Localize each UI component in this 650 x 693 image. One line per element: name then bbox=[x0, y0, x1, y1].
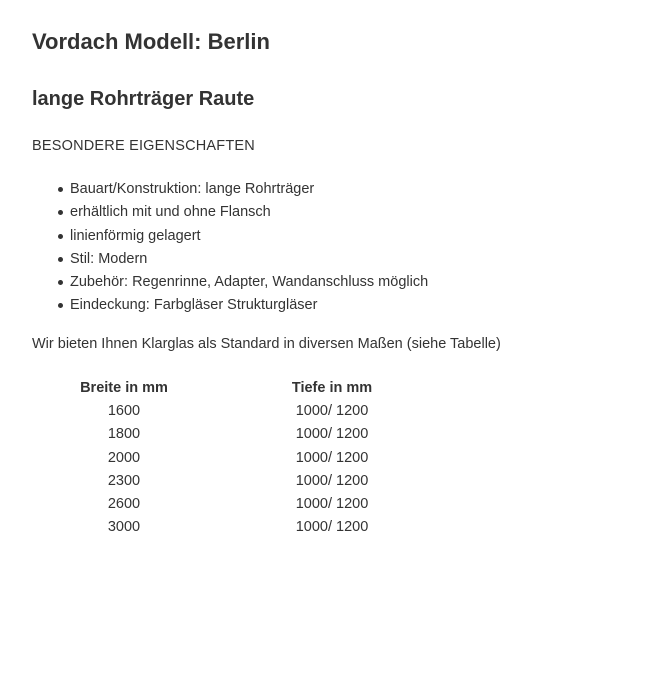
feature-text: erhältlich mit und ohne Flansch bbox=[70, 204, 271, 221]
feature-text: Eindeckung: Farbgläser Strukturgläser bbox=[70, 297, 318, 314]
cell-depth: 1000/ 1200 bbox=[295, 402, 369, 419]
table-row bbox=[32, 516, 448, 539]
feature-item bbox=[32, 226, 428, 249]
feature-item bbox=[32, 295, 428, 318]
cell-depth: 1000/ 1200 bbox=[295, 449, 369, 466]
table-row bbox=[32, 399, 448, 422]
cell-width: 2600 bbox=[107, 496, 141, 513]
table-row bbox=[32, 423, 448, 446]
page-subtitle: lange Rohrträger Raute bbox=[32, 88, 255, 110]
feature-item bbox=[32, 179, 428, 202]
feature-text: Zubehör: Regenrinne, Adapter, Wandanschluss möglich bbox=[70, 274, 429, 291]
header-depth: Tiefe in mm bbox=[291, 379, 373, 396]
intro-text: Wir bieten Ihnen Klarglas als Standard in diversen Maßen (siehe Tabelle) bbox=[32, 336, 501, 352]
sizes-table bbox=[32, 376, 448, 539]
bullet-icon bbox=[58, 280, 63, 285]
features-heading: BESONDERE EIGENSCHAFTEN bbox=[32, 138, 255, 154]
feature-text: linienförmig gelagert bbox=[70, 227, 201, 244]
bullet-icon bbox=[58, 234, 63, 239]
cell-width: 1800 bbox=[107, 426, 141, 443]
bullet-icon bbox=[58, 303, 63, 308]
page-title: Vordach Modell: Berlin bbox=[32, 29, 270, 54]
feature-item bbox=[32, 272, 428, 295]
cell-width: 2300 bbox=[107, 472, 141, 489]
cell-width: 1600 bbox=[107, 402, 141, 419]
cell-depth: 1000/ 1200 bbox=[295, 496, 369, 513]
bullet-icon bbox=[58, 257, 63, 262]
table-row bbox=[32, 469, 448, 492]
cell-depth: 1000/ 1200 bbox=[295, 472, 369, 489]
bullet-icon bbox=[58, 187, 63, 192]
cell-depth: 1000/ 1200 bbox=[295, 519, 369, 536]
feature-item bbox=[32, 202, 428, 225]
table-row bbox=[32, 492, 448, 515]
bullet-icon bbox=[58, 210, 63, 215]
header-width: Breite in mm bbox=[80, 379, 168, 396]
feature-text: Stil: Modern bbox=[70, 250, 148, 267]
cell-depth: 1000/ 1200 bbox=[295, 426, 369, 443]
feature-item bbox=[32, 249, 428, 272]
feature-text: Bauart/Konstruktion: lange Rohrträger bbox=[70, 181, 315, 197]
cell-width: 2000 bbox=[107, 449, 141, 466]
cell-width: 3000 bbox=[107, 519, 141, 536]
features-list bbox=[32, 179, 428, 319]
table-row bbox=[32, 446, 448, 469]
table-header-row bbox=[32, 376, 448, 399]
